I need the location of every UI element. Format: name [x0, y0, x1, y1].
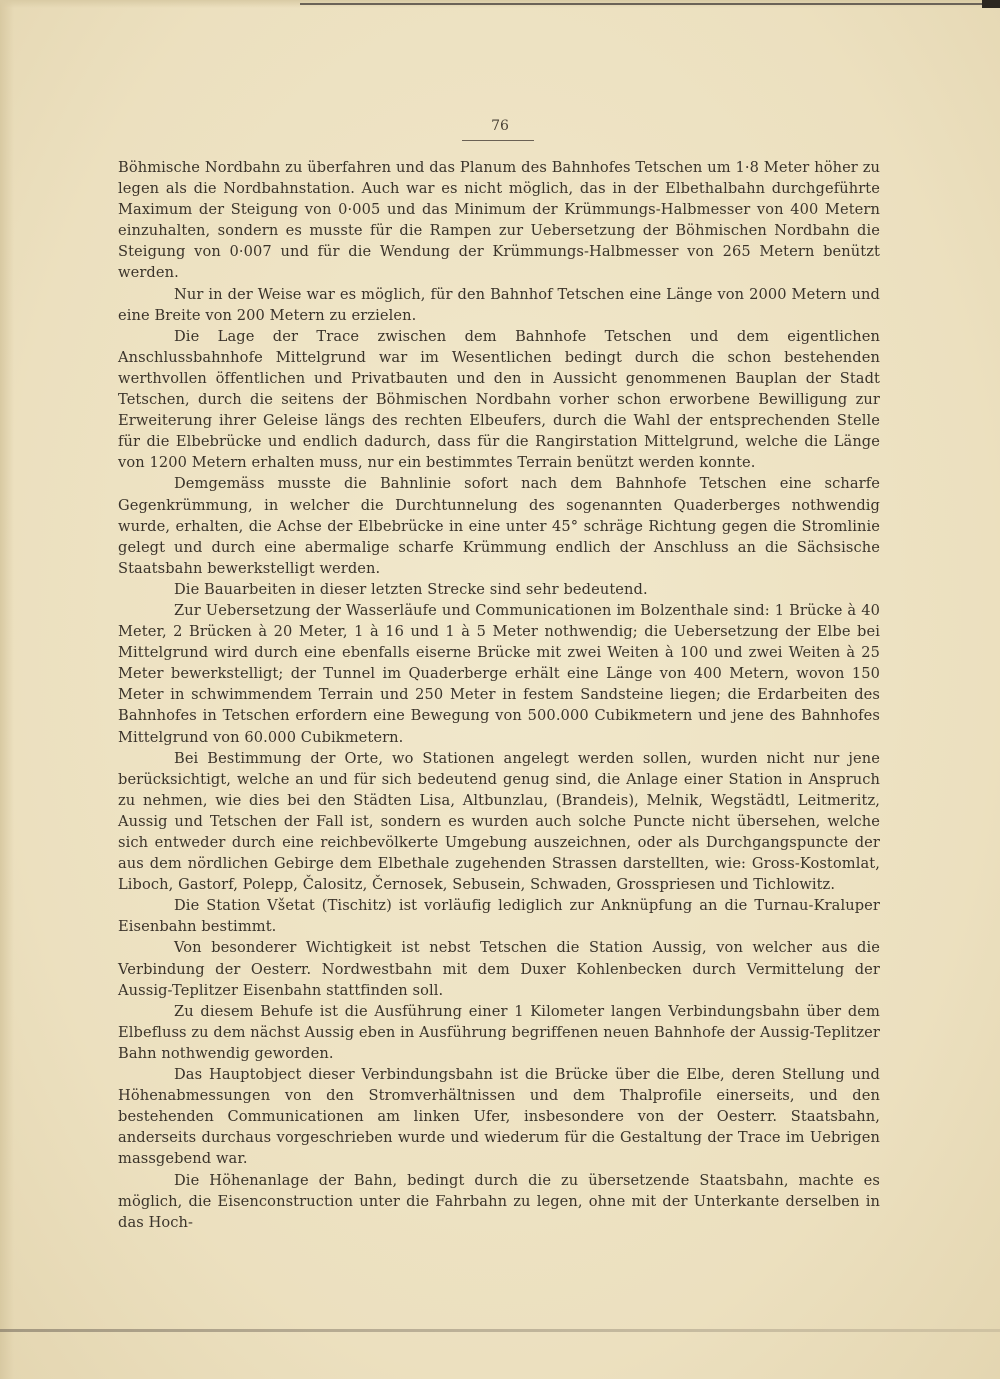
- page-left-edge-shadow: [0, 0, 14, 1379]
- paragraph: Zu diesem Behufe ist die Ausführung einer 1 Kilometer langen Verbindungsbahn über dem Elbefluss zu dem nächst Aussig eben in Ausführung begriffenen neuen Bahnhofe der Aussig-Teplitzer Bahn nothwendig geworden.: [118, 1002, 880, 1062]
- corner-mark: [982, 0, 1000, 8]
- paragraph: Die Höhenanlage der Bahn, bedingt durch die zu übersetzende Staatsbahn, machte es möglich, die Eisenconstruction unter die Fahrbahn zu legen, ohne mit der Unterkante derselben in das Hoch-: [118, 1171, 880, 1231]
- paragraph: Die Station Všetat (Tischitz) ist vorläufig lediglich zur Anknüpfung an die Turnau-Kraluper Eisenbahn bestimmt.: [118, 897, 880, 936]
- page-number-underline: [462, 140, 534, 141]
- paragraph: Demgemäss musste die Bahnlinie sofort nach dem Bahnhofe Tetschen eine scharfe Gegenkrümmung, in welcher die Durchtunnelung des sogenannten Quaderberges nothwendig wurde, erhalten, die Achse der Elbebrücke in eine unter 45° schräge Richtung gegen die Stromlinie gelegt und durch eine abermalige scharfe Krümmung endlich der Anschluss an die Sächsische Staatsbahn bewerkstelligt werden.: [118, 475, 880, 577]
- paragraph: Bei Bestimmung der Orte, wo Stationen angelegt werden sollen, wurden nicht nur jene berücksichtigt, welche an und für sich bedeutend genug sind, die Anlage einer Station in Anspruch zu nehmen, wie dies bei den Städten Lisa, Altbunzlau, (Brandeis), Melnik, Wegstädtl, Leitmeritz, Aussig und Tetschen der Fall ist, sondern es wurden auch solche Puncte nicht übersehen, welche sich entweder durch eine reichbevölkerte Umgebung auszeichnen, oder als Durchgangspuncte der aus dem nördlichen Gebirge dem Elbethale zugehenden Strassen darstellten, wie: Gross-Kostomlat, Liboch, Gastorf, Polepp, Čalositz, Černosek, Sebusein, Schwaden, Grosspriesen und Tichlowitz.: [118, 749, 880, 894]
- paragraph: Die Bauarbeiten in dieser letzten Strecke sind sehr bedeutend.: [174, 580, 648, 598]
- body-text: [118, 157, 880, 1233]
- paragraph: Zur Uebersetzung der Wasserläufe und Communicationen im Bolzenthale sind: 1 Brücke à 40 Meter, 2 Brücken à 20 Meter, 1 à 16 und 1 à 5 Meter nothwendig; die Uebersetzung der Elbe bei Mittelgrund wird durch eine ebenfalls eiserne Brücke mit zwei Weiten à 100 und zwei Weiten à 25 Meter bewerkstelligt; der Tunnel im Quaderberge erhält eine Länge von 400 Metern, wovon 150 Meter in schwimmendem Terrain und 250 Meter in festem Sandsteine liegen; die Erdarbeiten des Bahnhofes in Tetschen erfordern eine Bewegung von 500.000 Cubikmetern und jene des Bahnhofes Mittelgrund von 60.000 Cubikmetern.: [118, 601, 880, 746]
- paragraph: Das Hauptobject dieser Verbindungsbahn ist die Brücke über die Elbe, deren Stellung und Höhenabmessungen von den Stromverhältnissen und dem Thalprofile einerseits, und den bestehenden Communicationen am linken Ufer, insbesondere von der Oesterr. Staatsbahn, anderseits durchaus vorgeschrieben wurde und wiederum für die Gestaltung der Trace im Uebrigen massgebend war.: [118, 1066, 880, 1168]
- paragraph: Die Lage der Trace zwischen dem Bahnhofe Tetschen und dem eigentlichen Anschlussbahnhofe Mittelgrund war im Wesentlichen bedingt durch die schon bestehenden werthvollen öffentlichen und Privatbauten und den in Aussicht genommenen Bauplan der Stadt Tetschen, durch die seitens der Böhmischen Nordbahn vorher schon erworbene Bewilligung zur Erweiterung ihrer Geleise längs des rechten Elbeufers, durch die Wahl der entsprechenden Stelle für die Elbebrücke und endlich dadurch, dass für die Rangirstation Mittelgrund, welche die Länge von 1200 Metern erhalten muss, nur ein bestimmtes Terrain benützt werden konnte.: [118, 327, 880, 472]
- top-border-line: [300, 3, 1000, 5]
- paragraph: Böhmische Nordbahn zu überfahren und das Planum des Bahnhofes Tetschen um 1·8 Meter höher zu legen als die Nordbahnstation. Auch war es nicht möglich, das in der Elbethalbahn durchgeführte Maximum der Steigung von 0·005 und das Minimum der Krümmungs-Halbmesser von 400 Metern einzuhalten, sondern es musste für die Rampen zur Uebersetzung der Böhmischen Nordbahn die Steigung von 0·007 und für die Wendung der Krümmungs-Halbmesser von 265 Metern benützt werden.: [118, 159, 880, 282]
- paragraph: Von besonderer Wichtigkeit ist nebst Tetschen die Station Aussig, von welcher aus die Verbindung der Oesterr. Nordwestbahn mit dem Duxer Kohlenbecken durch Vermittelung der Aussig-Teplitzer Eisenbahn stattfinden soll.: [118, 939, 880, 999]
- page-number: 76: [491, 118, 509, 134]
- bottom-edge-line: [0, 1329, 1000, 1332]
- paragraph: Nur in der Weise war es möglich, für den Bahnhof Tetschen eine Länge von 2000 Metern und eine Breite von 200 Metern zu erzielen.: [118, 285, 880, 324]
